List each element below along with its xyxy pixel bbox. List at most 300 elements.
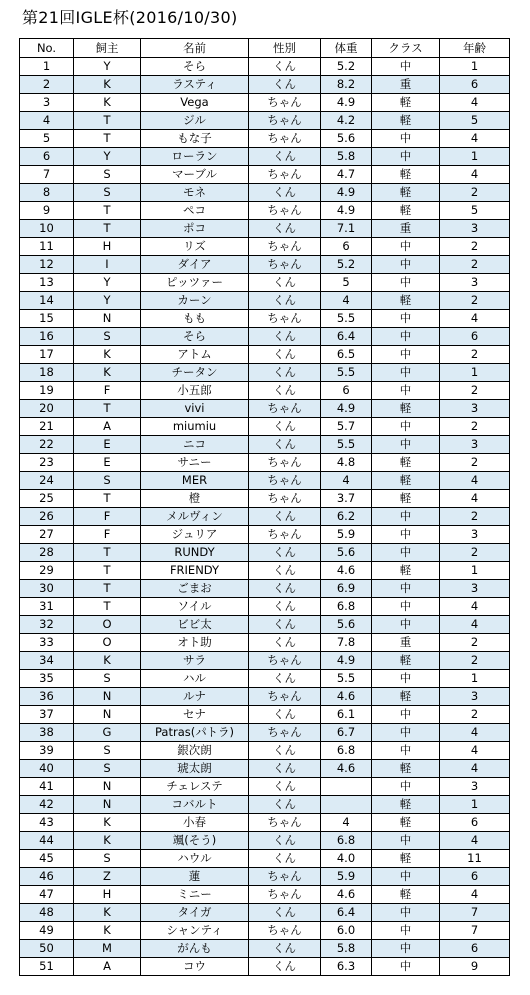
name-cell: miumiu bbox=[141, 418, 249, 436]
gender-cell: ちゃん bbox=[249, 688, 321, 706]
table-row bbox=[20, 418, 510, 436]
owner-cell: S bbox=[74, 760, 141, 778]
gender-cell: くん bbox=[249, 346, 321, 364]
table-row bbox=[20, 76, 510, 94]
owner-cell: S bbox=[74, 472, 141, 490]
name-cell: 琥太朗 bbox=[141, 760, 249, 778]
name-cell: コバルト bbox=[141, 796, 249, 814]
gender-cell: くん bbox=[249, 616, 321, 634]
table-row bbox=[20, 400, 510, 418]
owner-cell: E bbox=[74, 454, 141, 472]
gender-cell: ちゃん bbox=[249, 526, 321, 544]
age-cell: 1 bbox=[440, 364, 510, 382]
gender-cell: ちゃん bbox=[249, 454, 321, 472]
class-cell: 中 bbox=[372, 526, 440, 544]
name-cell: 小五郎 bbox=[141, 382, 249, 400]
name-cell: 蓮 bbox=[141, 868, 249, 886]
name-cell: ごまお bbox=[141, 580, 249, 598]
class-cell: 中 bbox=[372, 310, 440, 328]
weight-cell: 4.7 bbox=[321, 166, 372, 184]
class-cell: 軽 bbox=[372, 400, 440, 418]
age-cell: 5 bbox=[440, 112, 510, 130]
table-row bbox=[20, 202, 510, 220]
name-cell: アトム bbox=[141, 346, 249, 364]
owner-cell: S bbox=[74, 166, 141, 184]
gender-cell: くん bbox=[249, 958, 321, 976]
table-row bbox=[20, 634, 510, 652]
age-cell: 2 bbox=[440, 706, 510, 724]
name-cell: そら bbox=[141, 58, 249, 76]
owner-cell: H bbox=[74, 886, 141, 904]
age-cell: 4 bbox=[440, 94, 510, 112]
no-cell: 42 bbox=[20, 796, 74, 814]
weight-cell: 4 bbox=[321, 472, 372, 490]
weight-cell: 4.6 bbox=[321, 688, 372, 706]
age-cell: 4 bbox=[440, 742, 510, 760]
weight-cell: 4.9 bbox=[321, 652, 372, 670]
table-body bbox=[20, 58, 510, 976]
name-cell: サラ bbox=[141, 652, 249, 670]
no-cell: 32 bbox=[20, 616, 74, 634]
no-cell: 20 bbox=[20, 400, 74, 418]
class-cell: 中 bbox=[372, 436, 440, 454]
owner-cell: Z bbox=[74, 868, 141, 886]
class-cell: 軽 bbox=[372, 184, 440, 202]
weight-cell: 5.8 bbox=[321, 148, 372, 166]
class-cell: 中 bbox=[372, 778, 440, 796]
table-row bbox=[20, 94, 510, 112]
no-cell: 26 bbox=[20, 508, 74, 526]
class-cell: 中 bbox=[372, 958, 440, 976]
class-cell: 中 bbox=[372, 598, 440, 616]
class-cell: 中 bbox=[372, 868, 440, 886]
header-name: 名前 bbox=[141, 39, 249, 58]
age-cell: 3 bbox=[440, 274, 510, 292]
no-cell: 5 bbox=[20, 130, 74, 148]
table-row bbox=[20, 292, 510, 310]
entry-table bbox=[19, 38, 510, 976]
table-row bbox=[20, 796, 510, 814]
weight-cell bbox=[321, 778, 372, 796]
owner-cell: K bbox=[74, 904, 141, 922]
class-cell: 軽 bbox=[372, 850, 440, 868]
class-cell: 軽 bbox=[372, 454, 440, 472]
no-cell: 34 bbox=[20, 652, 74, 670]
gender-cell: くん bbox=[249, 544, 321, 562]
age-cell: 3 bbox=[440, 580, 510, 598]
class-cell: 軽 bbox=[372, 202, 440, 220]
weight-cell: 4.8 bbox=[321, 454, 372, 472]
gender-cell: くん bbox=[249, 940, 321, 958]
name-cell: ビビ太 bbox=[141, 616, 249, 634]
owner-cell: G bbox=[74, 724, 141, 742]
age-cell: 6 bbox=[440, 814, 510, 832]
name-cell: コウ bbox=[141, 958, 249, 976]
gender-cell: ちゃん bbox=[249, 922, 321, 940]
weight-cell: 4.9 bbox=[321, 184, 372, 202]
no-cell: 13 bbox=[20, 274, 74, 292]
gender-cell: くん bbox=[249, 508, 321, 526]
no-cell: 38 bbox=[20, 724, 74, 742]
gender-cell: ちゃん bbox=[249, 202, 321, 220]
owner-cell: H bbox=[74, 238, 141, 256]
gender-cell: ちゃん bbox=[249, 166, 321, 184]
name-cell: 橙 bbox=[141, 490, 249, 508]
name-cell: もな子 bbox=[141, 130, 249, 148]
weight-cell: 5.8 bbox=[321, 940, 372, 958]
gender-cell: くん bbox=[249, 742, 321, 760]
table-row bbox=[20, 652, 510, 670]
weight-cell: 6.5 bbox=[321, 346, 372, 364]
weight-cell: 5.6 bbox=[321, 616, 372, 634]
no-cell: 45 bbox=[20, 850, 74, 868]
age-cell: 3 bbox=[440, 778, 510, 796]
table-row bbox=[20, 454, 510, 472]
age-cell: 3 bbox=[440, 526, 510, 544]
gender-cell: ちゃん bbox=[249, 130, 321, 148]
table-row bbox=[20, 58, 510, 76]
table-row bbox=[20, 256, 510, 274]
header-no: No. bbox=[20, 39, 74, 58]
gender-cell: くん bbox=[249, 904, 321, 922]
weight-cell: 4.9 bbox=[321, 202, 372, 220]
class-cell: 軽 bbox=[372, 886, 440, 904]
name-cell: 銀次朗 bbox=[141, 742, 249, 760]
weight-cell: 4.6 bbox=[321, 562, 372, 580]
name-cell: ローラン bbox=[141, 148, 249, 166]
name-cell: 小春 bbox=[141, 814, 249, 832]
no-cell: 44 bbox=[20, 832, 74, 850]
class-cell: 中 bbox=[372, 130, 440, 148]
no-cell: 46 bbox=[20, 868, 74, 886]
gender-cell: くん bbox=[249, 292, 321, 310]
table-row bbox=[20, 544, 510, 562]
class-cell: 軽 bbox=[372, 652, 440, 670]
age-cell: 2 bbox=[440, 292, 510, 310]
age-cell: 3 bbox=[440, 688, 510, 706]
age-cell: 4 bbox=[440, 490, 510, 508]
name-cell: Patras(パトラ) bbox=[141, 724, 249, 742]
table-row bbox=[20, 166, 510, 184]
weight-cell: 4.9 bbox=[321, 94, 372, 112]
age-cell: 2 bbox=[440, 184, 510, 202]
no-cell: 49 bbox=[20, 922, 74, 940]
no-cell: 2 bbox=[20, 76, 74, 94]
owner-cell: A bbox=[74, 958, 141, 976]
owner-cell: M bbox=[74, 940, 141, 958]
weight-cell: 4.6 bbox=[321, 760, 372, 778]
header-weight: 体重 bbox=[321, 39, 372, 58]
age-cell: 3 bbox=[440, 220, 510, 238]
class-cell: 中 bbox=[372, 742, 440, 760]
age-cell: 4 bbox=[440, 166, 510, 184]
age-cell: 3 bbox=[440, 436, 510, 454]
no-cell: 35 bbox=[20, 670, 74, 688]
no-cell: 47 bbox=[20, 886, 74, 904]
gender-cell: くん bbox=[249, 562, 321, 580]
class-cell: 重 bbox=[372, 76, 440, 94]
owner-cell: T bbox=[74, 130, 141, 148]
weight-cell: 6.0 bbox=[321, 922, 372, 940]
owner-cell: T bbox=[74, 202, 141, 220]
weight-cell: 5.5 bbox=[321, 436, 372, 454]
gender-cell: くん bbox=[249, 796, 321, 814]
weight-cell: 5.9 bbox=[321, 868, 372, 886]
class-cell: 軽 bbox=[372, 688, 440, 706]
class-cell: 中 bbox=[372, 364, 440, 382]
age-cell: 2 bbox=[440, 238, 510, 256]
weight-cell: 4.6 bbox=[321, 886, 372, 904]
gender-cell: ちゃん bbox=[249, 814, 321, 832]
table-row bbox=[20, 364, 510, 382]
name-cell: ダイア bbox=[141, 256, 249, 274]
table-row bbox=[20, 688, 510, 706]
no-cell: 30 bbox=[20, 580, 74, 598]
no-cell: 3 bbox=[20, 94, 74, 112]
class-cell: 中 bbox=[372, 544, 440, 562]
no-cell: 48 bbox=[20, 904, 74, 922]
weight-cell: 5.6 bbox=[321, 544, 372, 562]
age-cell: 4 bbox=[440, 886, 510, 904]
name-cell: ポコ bbox=[141, 220, 249, 238]
weight-cell: 5.6 bbox=[321, 130, 372, 148]
weight-cell: 6.4 bbox=[321, 904, 372, 922]
no-cell: 16 bbox=[20, 328, 74, 346]
weight-cell: 7.8 bbox=[321, 634, 372, 652]
age-cell: 6 bbox=[440, 328, 510, 346]
name-cell: シャンティ bbox=[141, 922, 249, 940]
class-cell: 中 bbox=[372, 346, 440, 364]
class-cell: 重 bbox=[372, 220, 440, 238]
table-row bbox=[20, 580, 510, 598]
no-cell: 43 bbox=[20, 814, 74, 832]
header-age: 年齢 bbox=[440, 39, 510, 58]
name-cell: ペコ bbox=[141, 202, 249, 220]
table-row bbox=[20, 148, 510, 166]
age-cell: 7 bbox=[440, 904, 510, 922]
owner-cell: F bbox=[74, 508, 141, 526]
table-row bbox=[20, 526, 510, 544]
weight-cell: 6 bbox=[321, 382, 372, 400]
no-cell: 8 bbox=[20, 184, 74, 202]
no-cell: 31 bbox=[20, 598, 74, 616]
name-cell: ラスティ bbox=[141, 76, 249, 94]
table-row bbox=[20, 220, 510, 238]
header-owner: 飼主 bbox=[74, 39, 141, 58]
no-cell: 12 bbox=[20, 256, 74, 274]
class-cell: 中 bbox=[372, 724, 440, 742]
no-cell: 6 bbox=[20, 148, 74, 166]
weight-cell: 4 bbox=[321, 814, 372, 832]
weight-cell: 5.5 bbox=[321, 310, 372, 328]
table-row bbox=[20, 130, 510, 148]
no-cell: 9 bbox=[20, 202, 74, 220]
weight-cell: 5.5 bbox=[321, 670, 372, 688]
age-cell: 4 bbox=[440, 598, 510, 616]
gender-cell: くん bbox=[249, 364, 321, 382]
age-cell: 1 bbox=[440, 148, 510, 166]
weight-cell: 6.8 bbox=[321, 832, 372, 850]
table-row bbox=[20, 472, 510, 490]
age-cell: 2 bbox=[440, 454, 510, 472]
name-cell: モネ bbox=[141, 184, 249, 202]
owner-cell: Y bbox=[74, 148, 141, 166]
owner-cell: E bbox=[74, 436, 141, 454]
owner-cell: K bbox=[74, 94, 141, 112]
no-cell: 15 bbox=[20, 310, 74, 328]
name-cell: チータン bbox=[141, 364, 249, 382]
no-cell: 1 bbox=[20, 58, 74, 76]
weight-cell: 6.9 bbox=[321, 580, 372, 598]
no-cell: 36 bbox=[20, 688, 74, 706]
age-cell: 6 bbox=[440, 940, 510, 958]
table-row bbox=[20, 436, 510, 454]
gender-cell: ちゃん bbox=[249, 868, 321, 886]
gender-cell: ちゃん bbox=[249, 724, 321, 742]
no-cell: 50 bbox=[20, 940, 74, 958]
gender-cell: ちゃん bbox=[249, 400, 321, 418]
gender-cell: くん bbox=[249, 778, 321, 796]
owner-cell: S bbox=[74, 850, 141, 868]
age-cell: 1 bbox=[440, 562, 510, 580]
table-row bbox=[20, 904, 510, 922]
weight-cell: 5.7 bbox=[321, 418, 372, 436]
name-cell: RUNDY bbox=[141, 544, 249, 562]
owner-cell: S bbox=[74, 670, 141, 688]
owner-cell: I bbox=[74, 256, 141, 274]
name-cell: ハウル bbox=[141, 850, 249, 868]
gender-cell: ちゃん bbox=[249, 472, 321, 490]
gender-cell: くん bbox=[249, 706, 321, 724]
gender-cell: ちゃん bbox=[249, 310, 321, 328]
age-cell: 2 bbox=[440, 418, 510, 436]
no-cell: 29 bbox=[20, 562, 74, 580]
weight-cell: 4.9 bbox=[321, 400, 372, 418]
owner-cell: A bbox=[74, 418, 141, 436]
gender-cell: くん bbox=[249, 58, 321, 76]
table-row bbox=[20, 778, 510, 796]
owner-cell: N bbox=[74, 310, 141, 328]
table-row bbox=[20, 490, 510, 508]
class-cell: 軽 bbox=[372, 166, 440, 184]
name-cell: ルナ bbox=[141, 688, 249, 706]
age-cell: 6 bbox=[440, 868, 510, 886]
table-row bbox=[20, 868, 510, 886]
owner-cell: O bbox=[74, 634, 141, 652]
no-cell: 18 bbox=[20, 364, 74, 382]
weight-cell: 8.2 bbox=[321, 76, 372, 94]
name-cell: セナ bbox=[141, 706, 249, 724]
owner-cell: K bbox=[74, 922, 141, 940]
age-cell: 2 bbox=[440, 382, 510, 400]
age-cell: 4 bbox=[440, 724, 510, 742]
class-cell: 軽 bbox=[372, 562, 440, 580]
age-cell: 1 bbox=[440, 796, 510, 814]
weight-cell: 3.7 bbox=[321, 490, 372, 508]
table-row bbox=[20, 328, 510, 346]
name-cell: ハル bbox=[141, 670, 249, 688]
no-cell: 33 bbox=[20, 634, 74, 652]
class-cell: 軽 bbox=[372, 472, 440, 490]
class-cell: 中 bbox=[372, 148, 440, 166]
owner-cell: T bbox=[74, 580, 141, 598]
age-cell: 1 bbox=[440, 670, 510, 688]
table-row bbox=[20, 310, 510, 328]
class-cell: 軽 bbox=[372, 292, 440, 310]
name-cell: がんも bbox=[141, 940, 249, 958]
name-cell: Vega bbox=[141, 94, 249, 112]
name-cell: サニー bbox=[141, 454, 249, 472]
weight-cell: 5.2 bbox=[321, 256, 372, 274]
no-cell: 7 bbox=[20, 166, 74, 184]
name-cell: ピッツァー bbox=[141, 274, 249, 292]
owner-cell: K bbox=[74, 814, 141, 832]
class-cell: 中 bbox=[372, 922, 440, 940]
class-cell: 中 bbox=[372, 328, 440, 346]
class-cell: 中 bbox=[372, 832, 440, 850]
owner-cell: S bbox=[74, 328, 141, 346]
no-cell: 10 bbox=[20, 220, 74, 238]
age-cell: 4 bbox=[440, 472, 510, 490]
no-cell: 37 bbox=[20, 706, 74, 724]
owner-cell: O bbox=[74, 616, 141, 634]
age-cell: 2 bbox=[440, 256, 510, 274]
class-cell: 中 bbox=[372, 274, 440, 292]
page-title: 第21回IGLE杯(2016/10/30) bbox=[22, 8, 238, 27]
class-cell: 中 bbox=[372, 382, 440, 400]
owner-cell: K bbox=[74, 652, 141, 670]
class-cell: 中 bbox=[372, 706, 440, 724]
weight-cell: 6.2 bbox=[321, 508, 372, 526]
table-row bbox=[20, 814, 510, 832]
age-cell: 2 bbox=[440, 544, 510, 562]
owner-cell: T bbox=[74, 562, 141, 580]
age-cell: 11 bbox=[440, 850, 510, 868]
weight-cell: 6.8 bbox=[321, 598, 372, 616]
owner-cell: T bbox=[74, 544, 141, 562]
no-cell: 51 bbox=[20, 958, 74, 976]
name-cell: マーブル bbox=[141, 166, 249, 184]
table-row bbox=[20, 616, 510, 634]
table-row bbox=[20, 706, 510, 724]
table-row bbox=[20, 112, 510, 130]
gender-cell: ちゃん bbox=[249, 112, 321, 130]
no-cell: 22 bbox=[20, 436, 74, 454]
table-row bbox=[20, 922, 510, 940]
weight-cell: 4 bbox=[321, 292, 372, 310]
name-cell: カーン bbox=[141, 292, 249, 310]
no-cell: 19 bbox=[20, 382, 74, 400]
class-cell: 軽 bbox=[372, 760, 440, 778]
age-cell: 3 bbox=[440, 400, 510, 418]
class-cell: 中 bbox=[372, 238, 440, 256]
no-cell: 28 bbox=[20, 544, 74, 562]
gender-cell: くん bbox=[249, 328, 321, 346]
owner-cell: Y bbox=[74, 274, 141, 292]
table-row bbox=[20, 940, 510, 958]
class-cell: 中 bbox=[372, 904, 440, 922]
gender-cell: くん bbox=[249, 670, 321, 688]
gender-cell: ちゃん bbox=[249, 490, 321, 508]
name-cell: ニコ bbox=[141, 436, 249, 454]
owner-cell: T bbox=[74, 112, 141, 130]
table-row bbox=[20, 850, 510, 868]
weight-cell: 5.5 bbox=[321, 364, 372, 382]
no-cell: 23 bbox=[20, 454, 74, 472]
owner-cell: N bbox=[74, 688, 141, 706]
weight-cell: 6.3 bbox=[321, 958, 372, 976]
name-cell: オト助 bbox=[141, 634, 249, 652]
